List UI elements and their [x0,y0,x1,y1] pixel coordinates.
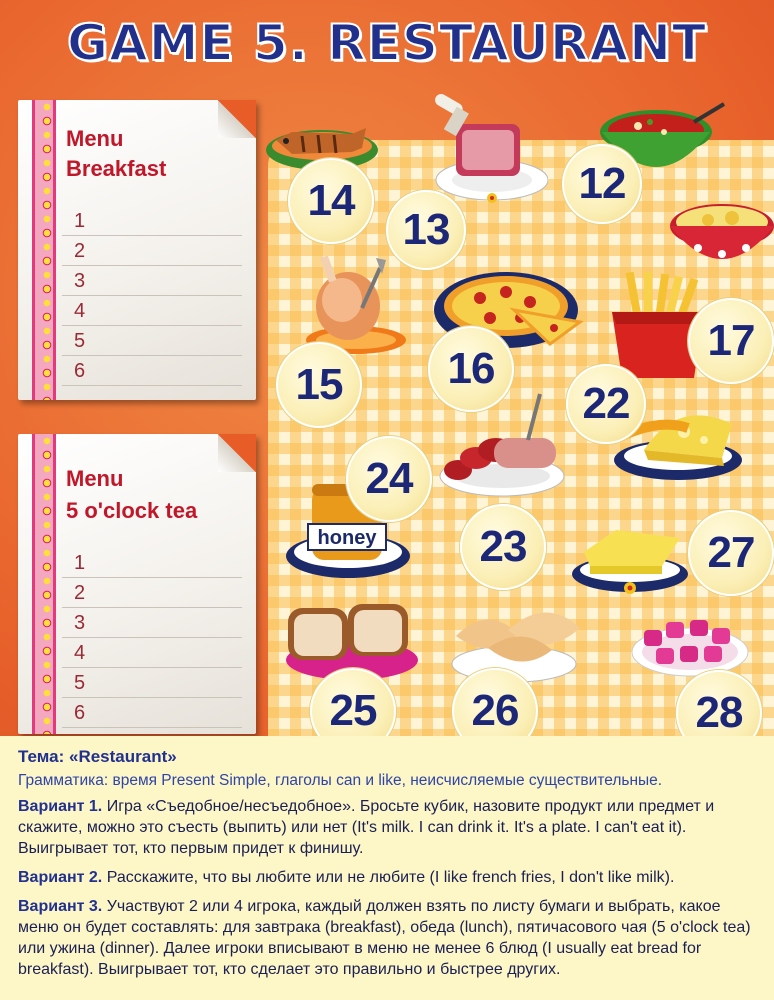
croissants-plate-illustration [448,590,584,686]
menu-line: 3 [62,266,242,296]
menu-title-line2: 5 o'clock tea [66,498,198,523]
variant-2-text: Расскажите, что вы любите или не любите (I like french fries, I don't like milk). [102,869,675,886]
menu-line: 2 [62,578,242,608]
menu-line: 5 [62,668,242,698]
menu-line: 5 [62,326,242,356]
board-square-17: 17 [688,298,774,384]
menu-line: 3 [62,608,242,638]
decorative-strip [32,434,56,734]
board-square-16: 16 [428,326,514,412]
variant-3-label: Вариант 3. [18,898,103,915]
grammar-note: Грамматика: время Present Simple, глаголы can и like, неисчисляемые существительные. [18,772,663,789]
rules-panel [0,736,774,1000]
variant-2 [18,867,756,888]
board-square-24: 24 [346,436,432,522]
menu-line: 2 [62,236,242,266]
board-square-22: 22 [566,364,646,444]
variant-2-label: Вариант 2. [18,869,103,886]
variant-1 [18,796,756,859]
menu-line: 6 [62,698,242,728]
menu-line: 1 [62,548,242,578]
board-square-28: 28 [676,670,762,736]
ham-plate-illustration [428,94,548,210]
board-square-27: 27 [688,510,774,596]
board-square-25: 25 [310,668,396,736]
board-square-26: 26 [452,668,538,736]
board-square-14: 14 [288,158,374,244]
board-square-13: 13 [386,190,466,270]
variant-3 [18,896,756,980]
game-title: GAME 5. RESTAURANT [66,14,708,72]
menu-line: 1 [62,206,242,236]
decorative-strip [32,100,56,400]
menu-line: 4 [62,296,242,326]
butter-plate-illustration [568,516,692,600]
menu-line: 4 [62,638,242,668]
menu-title-line2: Breakfast [66,156,167,181]
board-square-15: 15 [276,342,362,428]
variant-3-text: Участвуют 2 или 4 игрока, каждый должен взять по листу бумаги и выбрать, какое меню он будет составлять: для завтрака (breakfast), обеда (lunch), пятичасового чая (5 o'clock tea) или ужина (dinner). Далее игроки вписывают в меню не менее 6 блюд (I usually eat bread for breakfast). Выигрывает тот, кто сделает это правильно и быстрее других. [18,898,751,978]
menu-title-line1: Menu [66,126,124,151]
topic-label: Тема: [18,747,65,766]
topic-value: «Restaurant» [68,747,177,766]
board-square-12: 12 [562,144,642,224]
scrambled-eggs-bowl-illustration [668,192,774,272]
topic-line [18,746,756,767]
honey-label: honey [317,527,377,549]
board-square-23: 23 [460,504,546,590]
menu-line: 6 [62,356,242,386]
variant-1-text: Игра «Съедобное/несъедобное». Бросьте кубик, назовите продукт или предмет и скажите, можно это съесть (выпить) или нет (It's milk. I can drink it. It's a plate. I can't eat it). Выигрывает тот, кто первым придет к финишу. [18,798,715,857]
menu-card-5-oclock-tea [18,434,256,734]
variant-1-label: Вариант 1. [18,798,103,815]
menu-card-breakfast [18,100,256,400]
menu-title-line1: Menu [66,466,124,491]
